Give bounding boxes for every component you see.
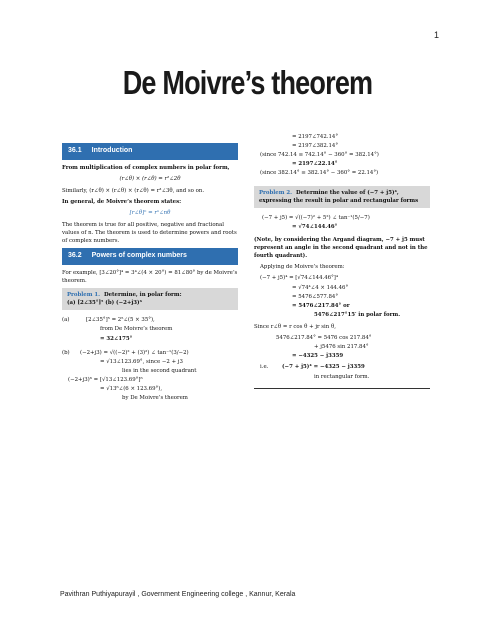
solution-line: (−2+j3)⁶ = [√13∠123.69°]⁶ bbox=[68, 376, 143, 383]
solution-label: (a) bbox=[62, 317, 70, 324]
similarly-text: Similarly, (r∠θ) × (r∠θ) × (r∠θ) = r³∠3θ, and so on. bbox=[62, 187, 205, 194]
solution-line: = √74⁴∠4 × 144.46° bbox=[292, 284, 349, 291]
result-line: = 2197∠742.14° bbox=[292, 134, 339, 140]
right-column bbox=[254, 132, 430, 389]
theorem-explanation: The theorem is true for all positive, negative and fractional values of n. The theorem is used to determine powers and roots of complex numbers. bbox=[62, 222, 237, 245]
page-title: De Moivre’s theorem bbox=[122, 64, 373, 101]
left-column bbox=[62, 140, 238, 403]
formula-square: (r∠θ) × (r∠θ) = r²∠2θ bbox=[119, 175, 181, 182]
solution-line: = √13∠123.69°, since −2 + j3 bbox=[100, 358, 183, 365]
result-line: (since 742.14 ≡ 742.14° − 360° = 382.14°) bbox=[260, 152, 379, 159]
note-text: (Note, by considering the Argand diagram, −7 + j5 must represent an angle in the second quadrant and not in the fourth quadrant). bbox=[254, 236, 428, 260]
page-number: 1 bbox=[433, 30, 439, 40]
final-result: (−7 + j5)⁴ = −4325 − j3359 bbox=[282, 364, 365, 371]
section-number: 36.2 bbox=[68, 252, 82, 260]
section-number: 36.1 bbox=[68, 147, 82, 154]
rectangular-form-text: in rectangular form. bbox=[314, 373, 370, 380]
solution-line: (−7 + j5) = √((−7)² + 5²) ∠ tan⁻¹(5/−7) bbox=[262, 214, 370, 221]
solution-line: + j5476 sin 217.84° bbox=[314, 344, 369, 351]
solution-line: 5476∠217.84° = 5476 cos 217.84° bbox=[276, 335, 372, 342]
problem-label: Problem 2. bbox=[259, 189, 292, 196]
solution-line: = √13⁶∠(6 × 123.69°), bbox=[100, 386, 163, 393]
problem-label: Problem 1. bbox=[67, 292, 100, 299]
intro-text: From multiplication of complex numbers in polar form, bbox=[62, 164, 230, 171]
solution-label: (b) bbox=[62, 349, 70, 356]
theorem-formula: [r∠θ]ⁿ = rⁿ∠nθ bbox=[129, 209, 171, 216]
applying-text: Applying de Moivre’s theorem: bbox=[260, 264, 345, 271]
solution-line: (−2+j3) = √((−2)² + (3)²) ∠ tan⁻¹(3/−2) bbox=[80, 349, 189, 356]
problem-parts: (a) [2∠35°]⁵ (b) (−2+j3)⁶ bbox=[67, 300, 142, 307]
result-line: (since 382.14° ≡ 382.14° − 360° = 22.14°) bbox=[260, 170, 379, 177]
solution-line: lies in the second quadrant bbox=[122, 367, 197, 374]
solution-line: = 5476∠577.84° bbox=[292, 293, 339, 300]
solution-line: [2∠35°]⁵ = 2⁵∠(5 × 35°), bbox=[86, 317, 155, 324]
result-line: = 2197∠382.14° bbox=[292, 143, 339, 150]
section-header-introduction bbox=[62, 143, 238, 160]
final-result-row bbox=[254, 363, 430, 371]
problem-text: Determine the value of (−7 + j5)⁴, expressing the result in polar and rectangular forms bbox=[259, 189, 419, 204]
section-title: Introduction bbox=[91, 147, 133, 154]
solution-line: (−7 + j5)⁴ = [√74∠144.46°]⁴ bbox=[260, 275, 339, 282]
general-text: In general, de Moivre’s theorem states: bbox=[62, 198, 182, 205]
solution-result: = 32∠175° bbox=[100, 335, 133, 342]
solution-line: = √74∠144.46° bbox=[292, 223, 338, 230]
ie-label: i.e. bbox=[260, 364, 269, 371]
solution-line: by De Moivre’s theorem bbox=[122, 395, 188, 402]
end-rule bbox=[254, 388, 430, 389]
solution-line: = −4325 − j3359 bbox=[292, 353, 344, 360]
footer-credit: Pavithran Puthiyapurayil , Government Engineering college , Kannur, Kerala bbox=[60, 591, 296, 598]
section-title: Powers of complex numbers bbox=[91, 252, 187, 260]
section-header-powers bbox=[62, 248, 238, 265]
solution-b-row bbox=[62, 349, 238, 357]
example-text: For example, [3∠20°]⁴ = 3⁴∠(4 × 20°) = 81∠80° by de Moivre’s theorem. bbox=[62, 269, 238, 284]
problem-text: Determine, in polar form: bbox=[103, 292, 182, 299]
solution-line: 5476∠217°15′ in polar form. bbox=[314, 311, 401, 318]
solution-line: from De Moivre’s theorem bbox=[100, 326, 173, 333]
problem-1-box bbox=[62, 288, 238, 310]
problem-2-box bbox=[254, 186, 430, 208]
since-text: Since r∠θ = r cos θ + jr sin θ, bbox=[254, 323, 336, 330]
result-line: = 2197∠22.14° bbox=[292, 161, 338, 168]
solution-a-row bbox=[62, 316, 238, 324]
solution-line: = 5476∠217.84° or bbox=[292, 302, 350, 309]
